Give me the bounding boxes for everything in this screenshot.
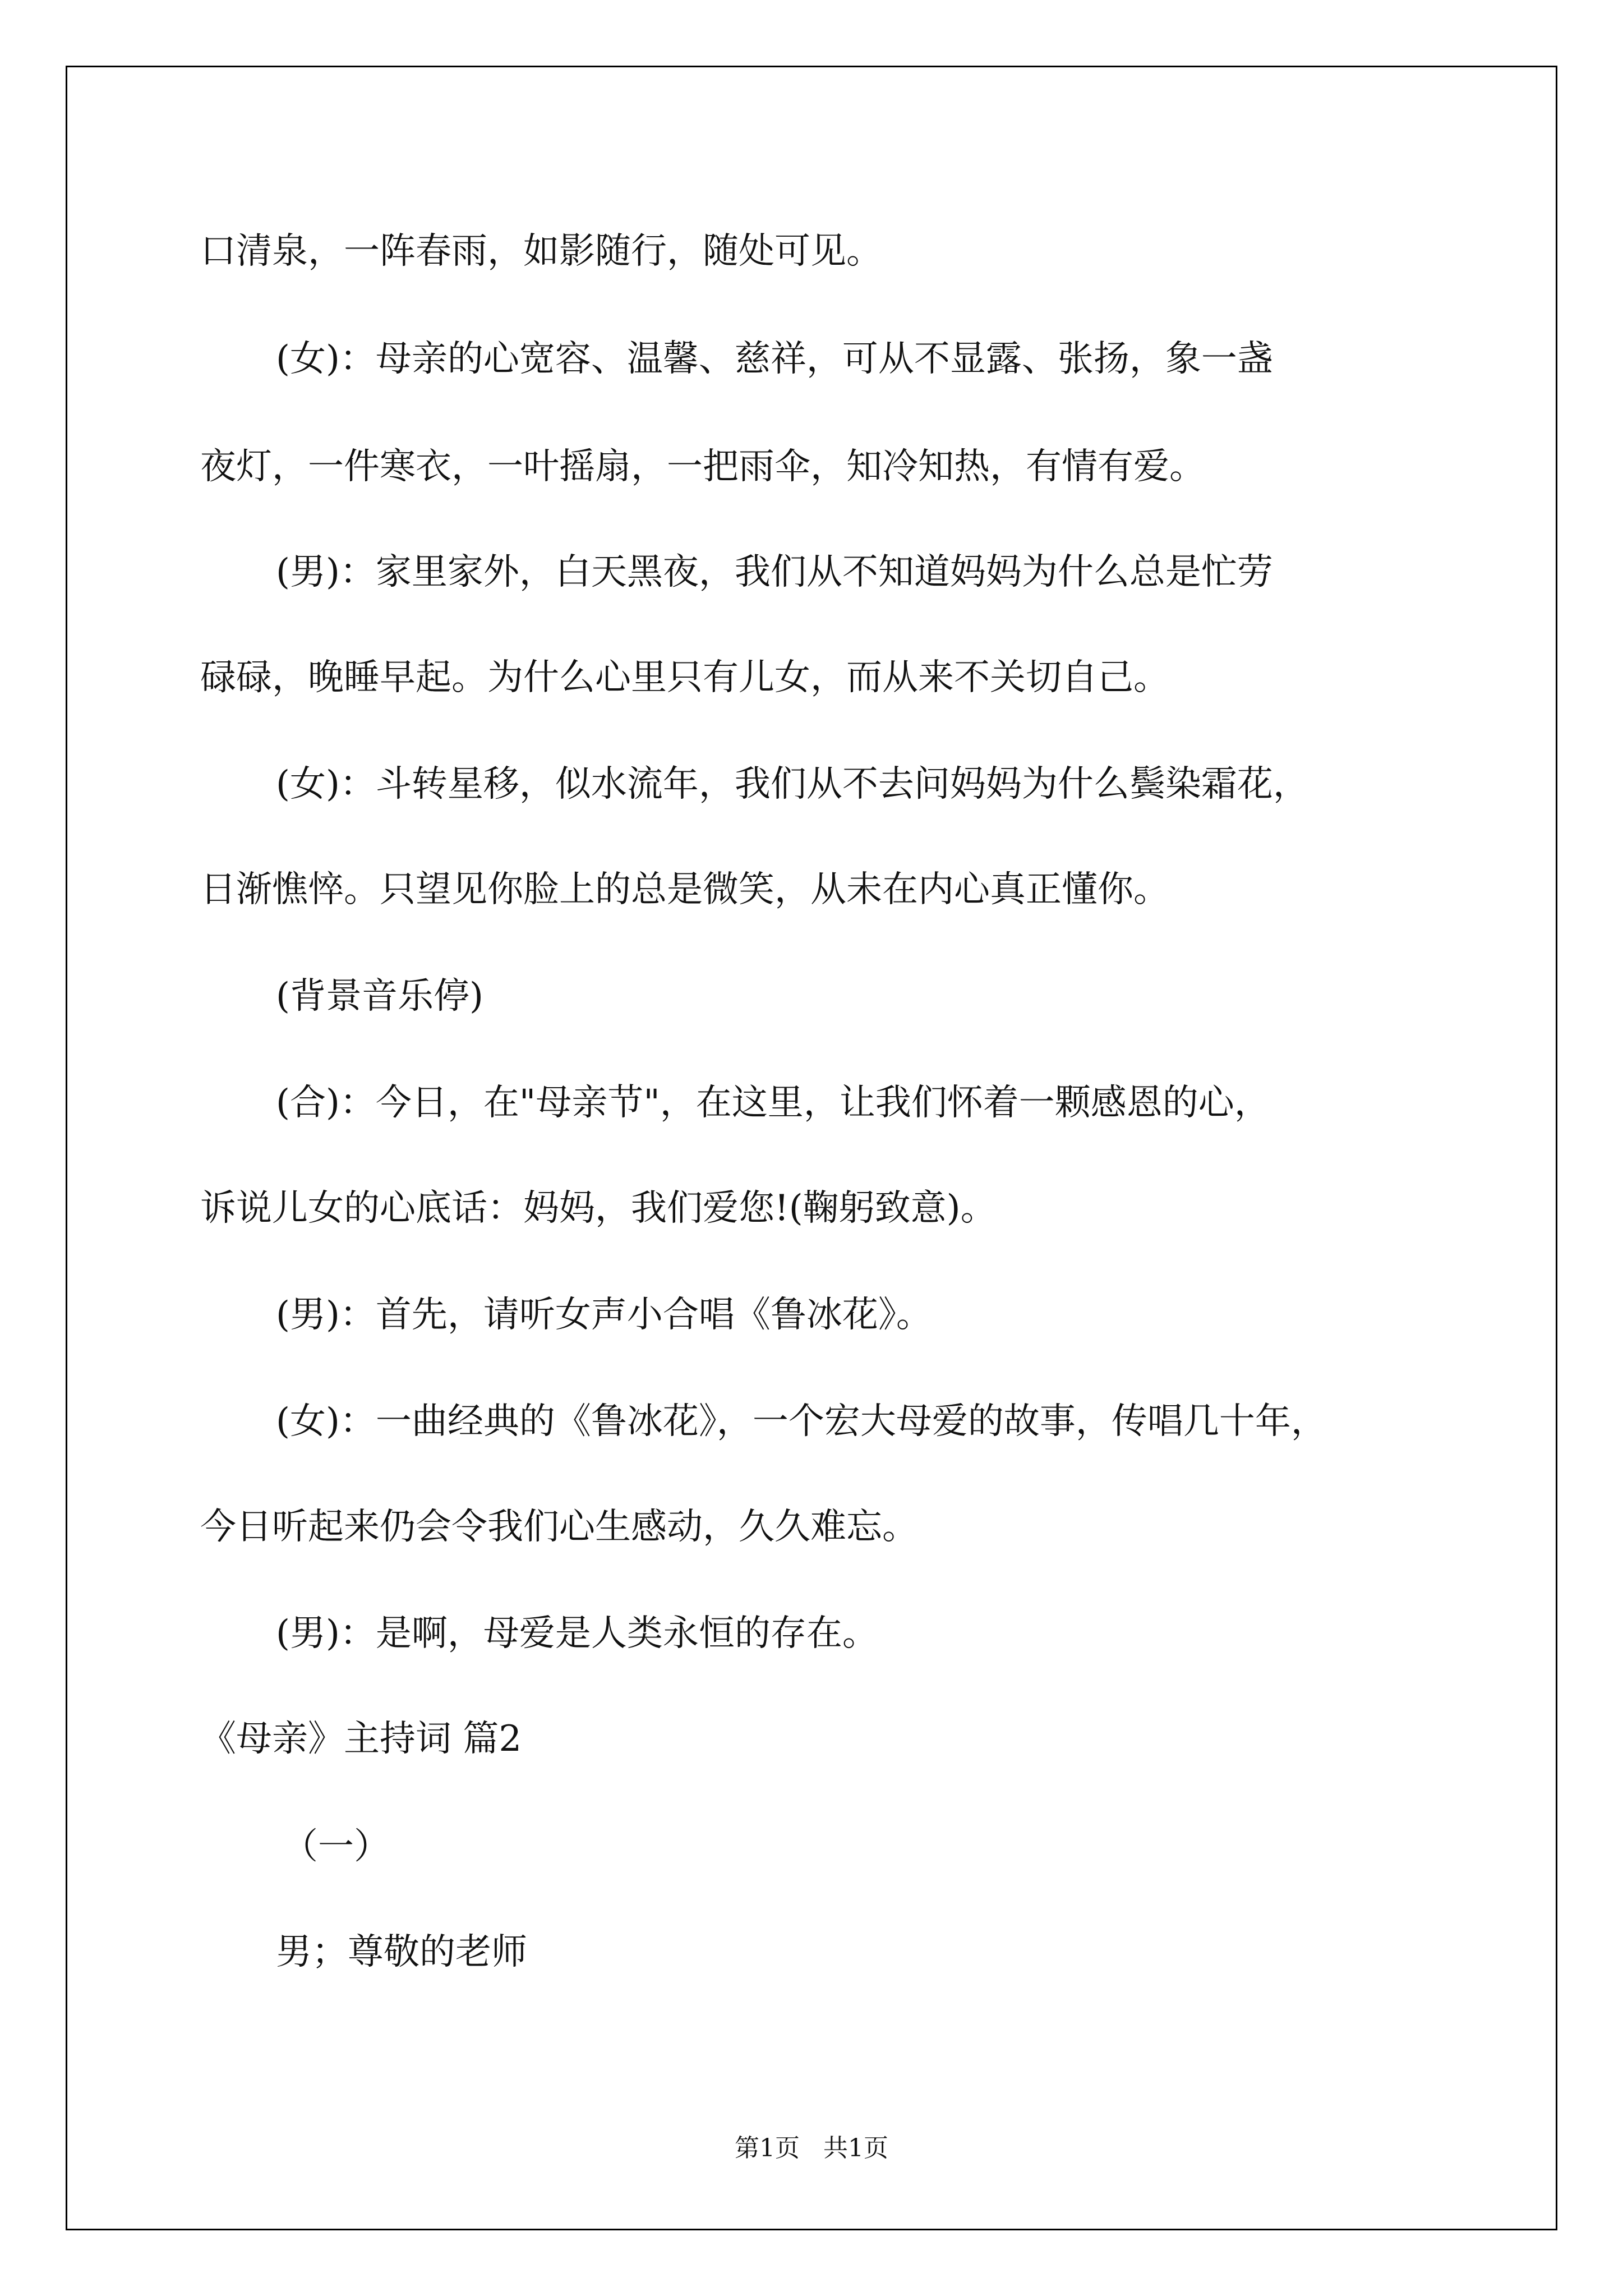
paragraph-line: 诉说儿女的心底话：妈妈，我们爱您!(鞠躬致意)。 <box>200 1188 997 1229</box>
paragraph-line: 口清泉，一阵春雨，如影随行，随处可见。 <box>200 231 882 272</box>
paragraph-line: 日渐憔悴。只望见你脸上的总是微笑，从未在内心真正懂你。 <box>200 869 1169 910</box>
paragraph-line: (女)：一曲经典的《鲁冰花》，一个宏大母爱的故事，传唱几十年， <box>276 1401 1327 1442</box>
paragraph-line: (女)：母亲的心宽容、温馨、慈祥，可从不显露、张扬，象一盏 <box>276 338 1273 380</box>
paragraph-line: 碌碌，晚睡早起。为什么心里只有儿女，而从来不关切自己。 <box>200 657 1169 698</box>
paragraph-line: (男)：首先，请听女声小合唱《鲁冰花》。 <box>276 1294 932 1336</box>
page-border <box>66 66 1557 2230</box>
stage-direction: (背景音乐停) <box>276 976 483 1017</box>
paragraph-line: (女)：斗转星移，似水流年，我们从不去问妈妈为什么鬓染霜花， <box>276 763 1309 805</box>
paragraph-line: 夜灯，一件寒衣，一叶摇扇，一把雨伞，知冷知热，有情有爱。 <box>200 446 1205 487</box>
page-footer: 第1页 共1页 <box>735 2134 888 2162</box>
paragraph-line: 今日听起来仍会令我们心生感动，久久难忘。 <box>200 1506 918 1548</box>
section-heading: 《母亲》主持词 篇2 <box>200 1718 522 1760</box>
paragraph-line: (男)：是啊，母爱是人类永恒的存在。 <box>276 1613 878 1654</box>
paragraph-line: (男)：家里家外，白天黑夜，我们从不知道妈妈为什么总是忙劳 <box>276 551 1273 593</box>
paragraph-line: 男；尊敬的老师 <box>276 1931 527 1973</box>
paragraph-line: (合)：今日，在"母亲节"，在这里，让我们怀着一颗感恩的心， <box>276 1082 1270 1124</box>
section-number: （一） <box>282 1826 390 1867</box>
